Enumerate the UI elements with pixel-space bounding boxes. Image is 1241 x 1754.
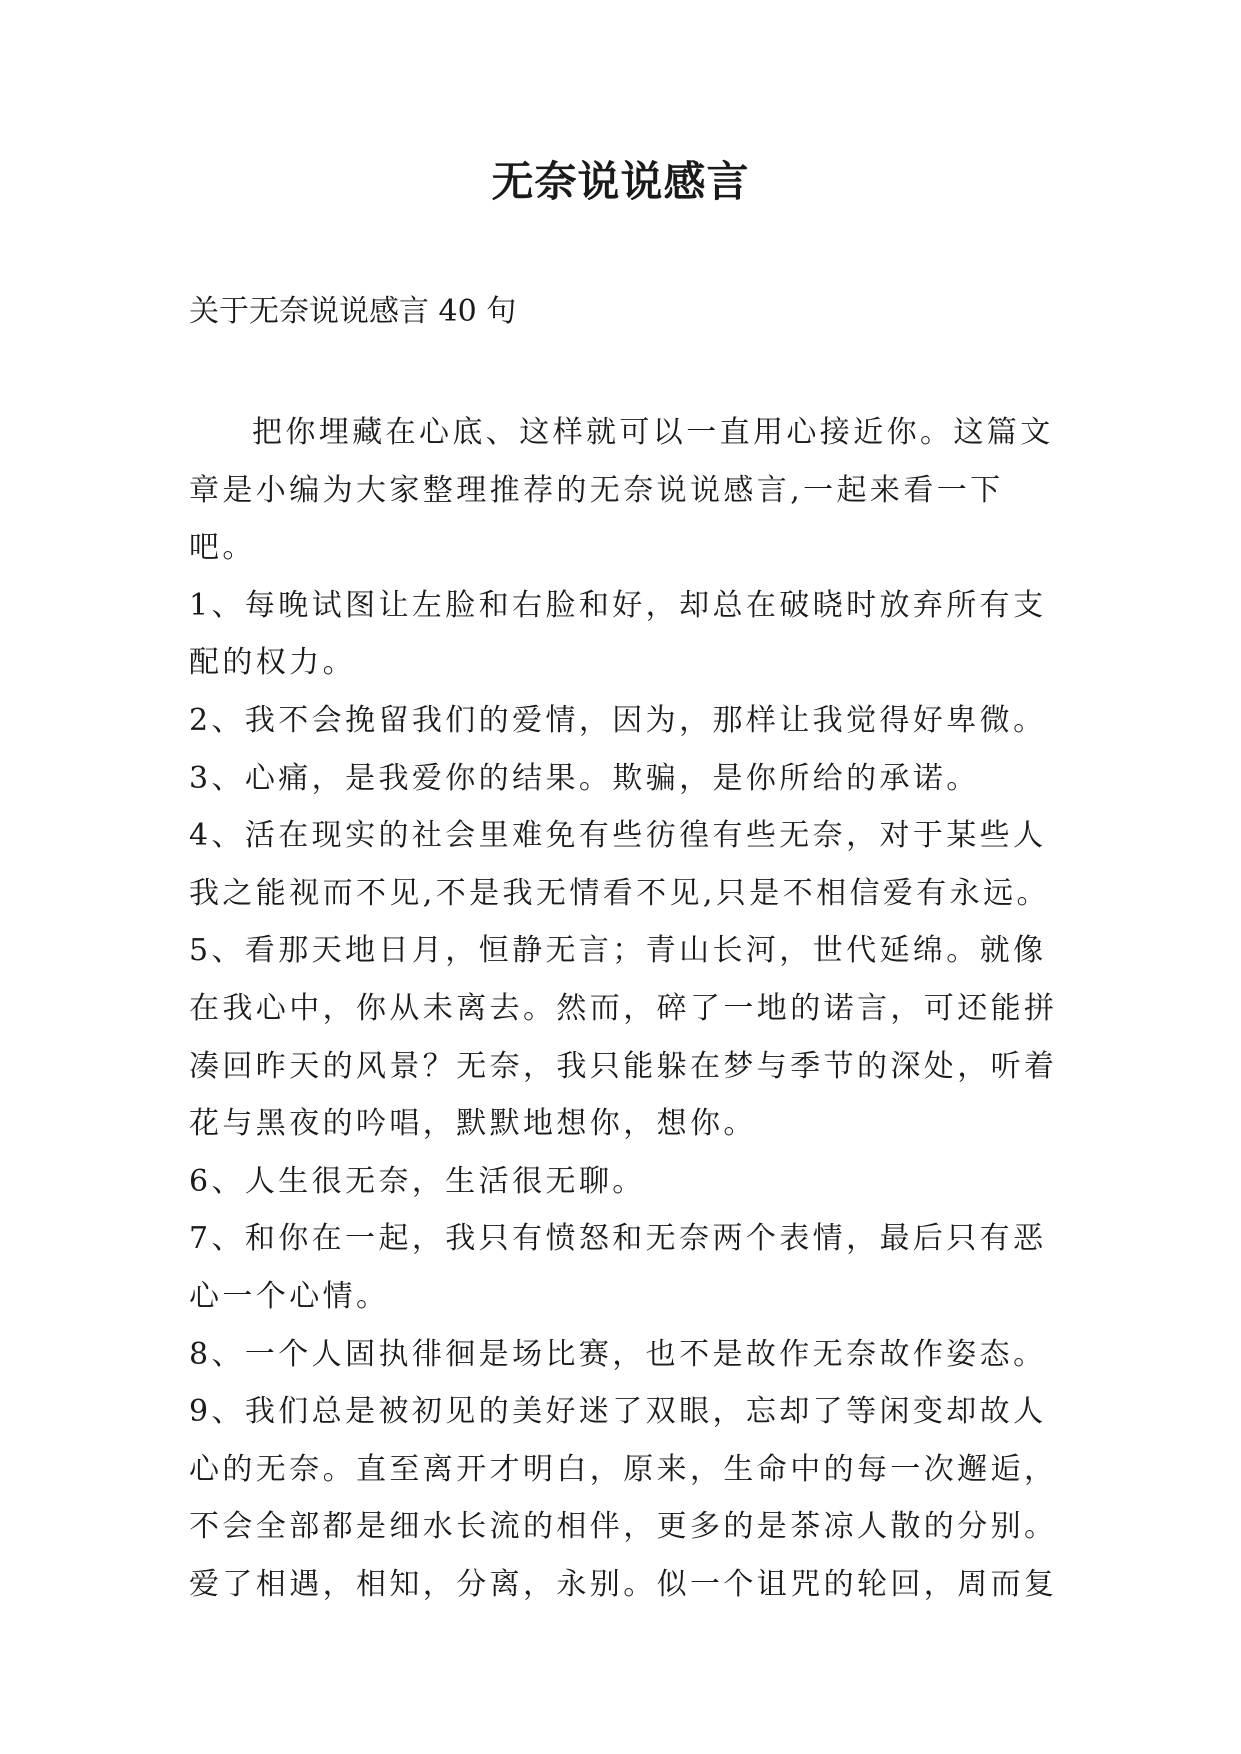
- quote-item-6: 6、人生很无奈，生活很无聊。: [189, 1163, 646, 1199]
- document-title: 无奈说说感言: [491, 157, 750, 206]
- quote-item-1: 1、每晚试图让左脸和右脸和好，却总在破晓时放弃所有支配的权力。: [189, 587, 1047, 681]
- document-body: [189, 404, 1059, 1613]
- intro-paragraph: 把你埋藏在心底、这样就可以一直用心接近你。这篇文章是小编为大家整理推荐的无奈说说感言,一起来看一下吧。: [189, 415, 1054, 566]
- quote-item-7: 7、和你在一起，我只有愤怒和无奈两个表情，最后只有恶心一个心情。: [189, 1221, 1047, 1314]
- quote-item-2: 2、我不会挽留我们的爱情，因为，那样让我觉得好卑微。: [189, 702, 1047, 738]
- quote-item-9: 9、我们总是被初见的美好迷了双眼，忘却了等闲变却故人心的无奈。直至离开才明白，原来，生命中的每一次邂逅，不会全部都是细水长流的相伴，更多的是茶凉人散的分别。爱了相遇，相知，分离，永别。似一个诅咒的轮回，周而复: [189, 1394, 1058, 1602]
- quote-item-4: 4、活在现实的社会里难免有些彷徨有些无奈，对于某些人我之能视而不见,不是我无情看不见,只是不相信爱有永远。: [189, 818, 1050, 911]
- quote-item-3: 3、心痛，是我爱你的结果。欺骗，是你所给的承诺。: [189, 760, 980, 796]
- quote-item-5: 5、看那天地日月，恒静无言；青山长河，世代延绵。就像在我心中，你从未离去。然而，碎了一地的诺言，可还能拼凑回昨天的风景？无奈，我只能躲在梦与季节的深处，听着花与黑夜的吟唱，默默地想你，想你。: [189, 933, 1058, 1142]
- document-subtitle: 关于无奈说说感言 40 句: [189, 294, 517, 329]
- quote-item-8: 8、一个人固执徘徊是场比赛，也不是故作无奈故作姿态。: [189, 1336, 1047, 1372]
